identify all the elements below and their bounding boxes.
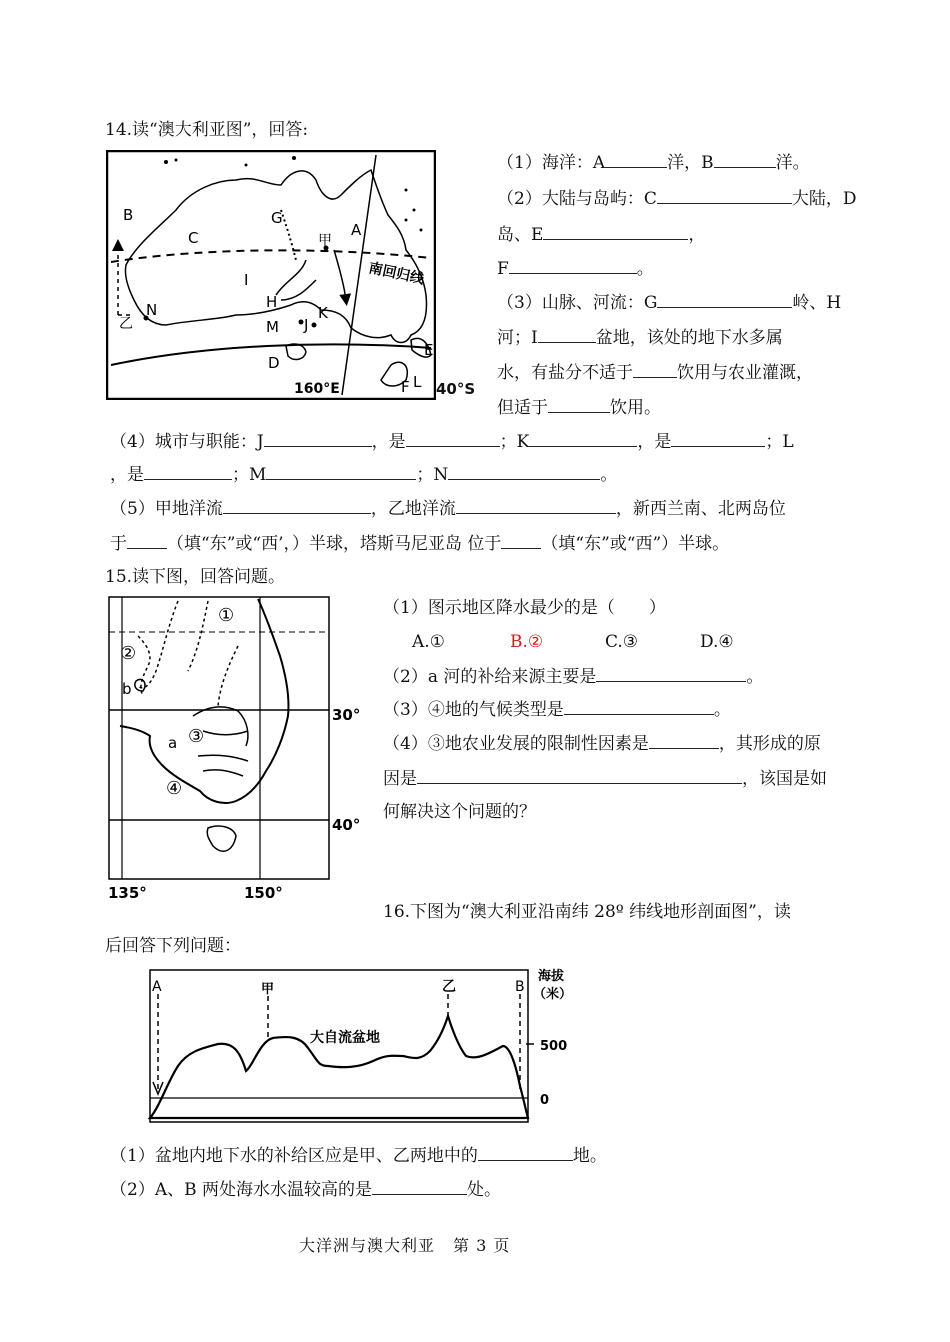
q15-q3: （3）④地的气候类型是 。 bbox=[383, 697, 731, 722]
blank-tas-hemisphere[interactable] bbox=[501, 531, 541, 549]
q14-p2-line1: （2）大陆与岛屿：C 大陆，D bbox=[497, 186, 856, 211]
map-label-A: A bbox=[351, 221, 362, 239]
map-label-40s-outer: 40°S bbox=[436, 380, 476, 398]
q14-p4-line1: （4）城市与职能：J ，是 ；K ，是 ；L bbox=[110, 429, 794, 454]
q14-p5-line2: 于 （填“东”或“西’，）半球，塔斯马尼亚岛 位于 （填“东”或“西”）半球。 bbox=[110, 531, 729, 556]
map-lon-135: 135° bbox=[108, 884, 147, 902]
footer-page: 第 3 页 bbox=[453, 1236, 511, 1255]
map-lat-30: 30° bbox=[332, 706, 361, 724]
map-region-2: ② bbox=[120, 643, 137, 664]
blank-M[interactable] bbox=[266, 462, 416, 480]
map-lat-40: 40° bbox=[332, 816, 361, 834]
q14-p2-line3: F 。 bbox=[497, 256, 654, 281]
q15-q4-line3: 何解决这个问题的？ bbox=[383, 802, 536, 822]
map-label-tropic: 南回归线 bbox=[367, 260, 426, 288]
map-region-4: ④ bbox=[166, 778, 183, 799]
q15-opt-c[interactable]: C.③ bbox=[605, 632, 639, 652]
profile-label-A: A bbox=[152, 979, 162, 995]
blank-J-role[interactable] bbox=[406, 429, 500, 447]
map-label-H: H bbox=[266, 293, 278, 311]
map-label-jia: 甲 bbox=[318, 233, 332, 249]
profile-label-B: B bbox=[515, 979, 525, 995]
se-australia-map bbox=[108, 596, 370, 906]
blank-climate[interactable] bbox=[564, 697, 714, 715]
map-label-B: B bbox=[123, 206, 134, 224]
map-region-1: ① bbox=[218, 605, 235, 626]
map-label-G: G bbox=[271, 209, 283, 227]
map-label-M: M bbox=[266, 318, 279, 336]
q16-heading-a: 16.下图为“澳大利亚沿南纬 28º 纬线地形剖面图”，读 bbox=[383, 902, 791, 922]
blank-reason[interactable] bbox=[417, 766, 742, 784]
q14-p3-line1: （3）山脉、河流：G 岭、H bbox=[497, 290, 841, 315]
australia-map bbox=[106, 150, 436, 400]
q14-p4-line2: ，是 ；M ；N 。 bbox=[110, 462, 617, 487]
map-label-K: K bbox=[318, 304, 328, 322]
q14-p3-line4: 但适于 饮用。 bbox=[497, 395, 661, 420]
blank-I[interactable] bbox=[538, 325, 596, 343]
q14-p1: （1）海洋：A 洋，B 洋。 bbox=[497, 150, 810, 175]
map-label-D: D bbox=[268, 354, 280, 372]
map-label-yi: 乙 bbox=[119, 316, 133, 332]
terrain-profile bbox=[148, 966, 578, 1126]
map-label-b: b bbox=[122, 680, 132, 698]
blank-N[interactable] bbox=[448, 462, 600, 480]
q15-opt-b[interactable]: B.② bbox=[510, 632, 544, 652]
q15-heading: 15.读下图，回答问题。 bbox=[105, 567, 286, 587]
blank-B[interactable] bbox=[714, 150, 776, 168]
map-label-C: C bbox=[188, 229, 199, 247]
q16-heading-b: 后回答下列问题： bbox=[105, 936, 241, 956]
map-label-I: I bbox=[244, 271, 249, 289]
map-label-E: E bbox=[424, 341, 434, 359]
blank-river-a[interactable] bbox=[596, 664, 746, 682]
map-label-F: F bbox=[401, 378, 410, 396]
blank-G[interactable] bbox=[657, 290, 792, 308]
q15-opt-a[interactable]: A.① bbox=[412, 632, 445, 652]
blank-K[interactable] bbox=[529, 429, 637, 447]
q14-p2-line2: 岛、E ， bbox=[497, 222, 705, 247]
blank-water2[interactable] bbox=[548, 395, 610, 413]
blank-J[interactable] bbox=[264, 429, 372, 447]
blank-A[interactable] bbox=[605, 150, 667, 168]
blank-C[interactable] bbox=[657, 186, 792, 204]
q16-q2: （2）A、B 两处海水水温较高的是 处。 bbox=[110, 1177, 501, 1202]
blank-current-yi[interactable] bbox=[456, 496, 616, 514]
map-region-3: ③ bbox=[188, 726, 205, 747]
map-river-a: a bbox=[168, 734, 178, 752]
map-lon-150: 150° bbox=[244, 884, 283, 902]
blank-K-role[interactable] bbox=[671, 429, 765, 447]
profile-yunit: （米） bbox=[533, 987, 573, 1002]
q14-p5-line1: （5）甲地洋流 ，乙地洋流 ，新西兰南、北两岛位 bbox=[110, 496, 786, 521]
blank-E[interactable] bbox=[543, 222, 688, 240]
profile-label-yi: 乙 bbox=[442, 979, 456, 995]
footer-title: 大洋洲与澳大利亚 bbox=[299, 1236, 436, 1255]
q14-p3-line2: 河；I 盆地，该处的地下水多属 bbox=[497, 325, 783, 350]
profile-ylabel: 海拔 bbox=[538, 969, 565, 984]
q15-q1: （1）图示地区降水最少的是（ ） bbox=[383, 598, 666, 618]
q15-q4-line2: 因是 ，该国是如 bbox=[383, 766, 827, 791]
profile-basin-label: 大自流盆地 bbox=[310, 1030, 380, 1046]
q15-opt-d[interactable]: D.④ bbox=[700, 632, 734, 652]
blank-recharge[interactable] bbox=[478, 1143, 573, 1161]
profile-tick-0: 0 bbox=[540, 1093, 550, 1108]
q15-q4-line1: （4）③地农业发展的限制性因素是 ，其形成的原 bbox=[383, 731, 821, 756]
q15-q2: （2）a 河的补给来源主要是 。 bbox=[383, 664, 763, 689]
blank-warmer[interactable] bbox=[372, 1177, 467, 1195]
blank-nz-hemisphere[interactable] bbox=[127, 531, 167, 549]
blank-F[interactable] bbox=[509, 256, 637, 274]
map-label-J: J bbox=[304, 316, 309, 334]
blank-factor[interactable] bbox=[649, 731, 719, 749]
q14-heading: 14.读“澳大利亚图”，回答: bbox=[105, 120, 309, 140]
profile-label-jia: 甲 bbox=[261, 982, 275, 997]
map-label-N: N bbox=[146, 301, 158, 319]
q16-q1: （1）盆地内地下水的补给区应是甲、乙两地中的 地。 bbox=[110, 1143, 607, 1168]
blank-current-jia[interactable] bbox=[223, 496, 371, 514]
map-label-L: L bbox=[413, 373, 422, 391]
blank-water1[interactable] bbox=[633, 360, 677, 378]
profile-tick-500: 500 bbox=[540, 1039, 568, 1054]
blank-L-role[interactable] bbox=[144, 462, 232, 480]
q14-p3-line3: 水，有盐分不适于 饮用与农业灌溉， bbox=[497, 360, 813, 385]
map-label-160e: 160°E bbox=[294, 381, 340, 397]
